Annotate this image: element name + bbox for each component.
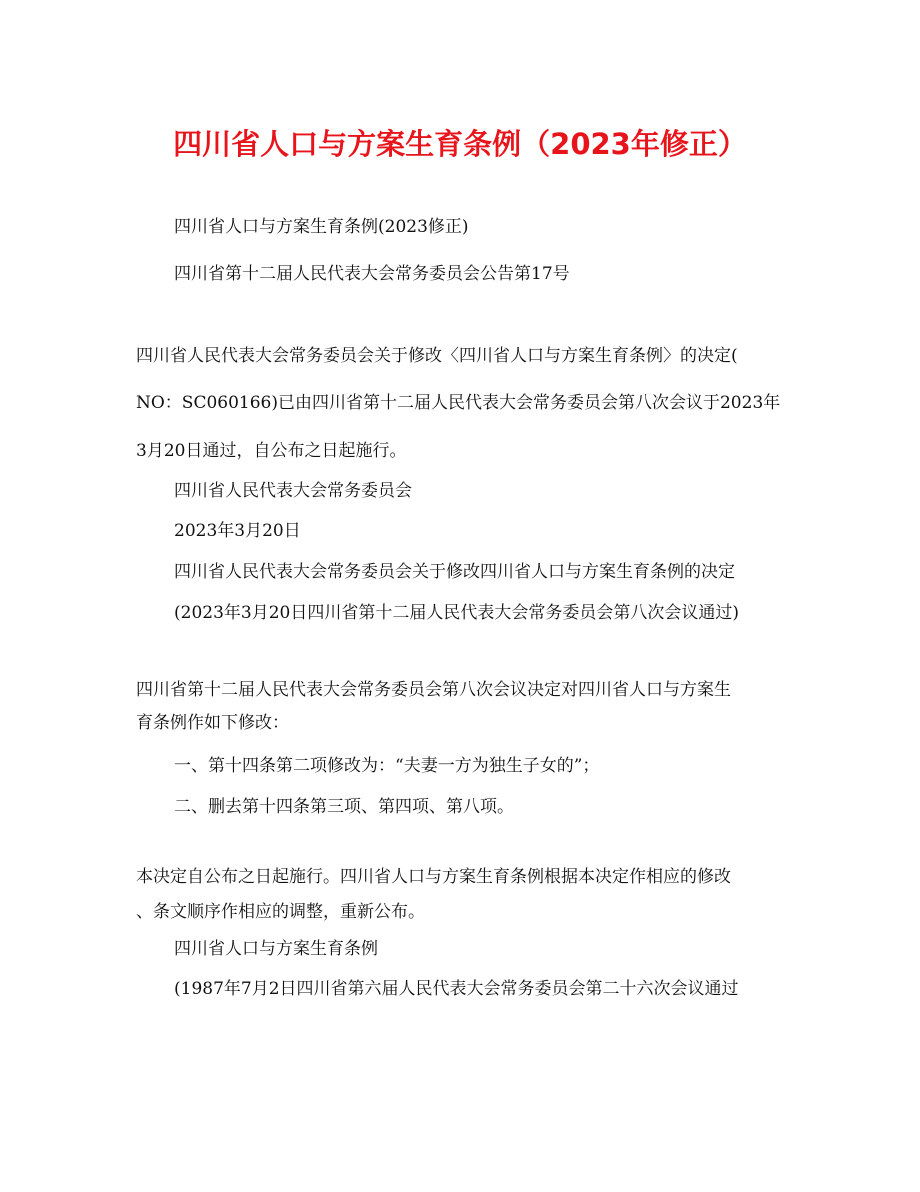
issuer-line: 四川省人民代表大会常务委员会 xyxy=(174,481,412,501)
decision-title: 四川省人民代表大会常务委员会关于修改四川省人口与方案生育条例的决定 xyxy=(174,562,735,582)
date-line: 2023年3月20日 xyxy=(174,521,301,541)
announcement-line: 四川省第十二届人民代表大会常务委员会公告第17号 xyxy=(174,264,570,284)
amendment-item-1: 一、第十四条第二项修改为：“夫妻一方为独生子女的”； xyxy=(174,756,600,776)
regulation-name: 四川省人口与方案生育条例 xyxy=(174,939,378,959)
amendment-item-2: 二、删去第十四条第三项、第四项、第八项。 xyxy=(174,797,514,817)
paragraph-line: 3月20日通过，自公布之日起施行。 xyxy=(136,441,407,461)
paragraph-line: 、条文顺序作相应的调整，重新公布。 xyxy=(136,902,425,922)
paragraph-line: 本决定自公布之日起施行。四川省人口与方案生育条例根据本决定作相应的修改 xyxy=(136,867,731,887)
paragraph-line: 四川省第十二届人民代表大会常务委员会第八次会议决定对四川省人口与方案生 xyxy=(136,680,731,700)
subtitle: 四川省人口与方案生育条例(2023修正) xyxy=(174,217,469,237)
paragraph-line: 育条例作如下修改： xyxy=(136,713,289,733)
document-title: 四川省人口与方案生育条例（2023年修正） xyxy=(173,127,747,161)
decision-note: (2023年3月20日四川省第十二届人民代表大会常务委员会第八次会议通过) xyxy=(174,603,739,623)
paragraph-line: NO：SC060166)已由四川省第十二届人民代表大会常务委员会第八次会议于2023年 xyxy=(136,393,781,413)
paragraph-line: 四川省人民代表大会常务委员会关于修改〈四川省人口与方案生育条例〉的决定( xyxy=(136,346,738,366)
regulation-note: (1987年7月2日四川省第六届人民代表大会常务委员会第二十六次会议通过 xyxy=(174,979,739,999)
